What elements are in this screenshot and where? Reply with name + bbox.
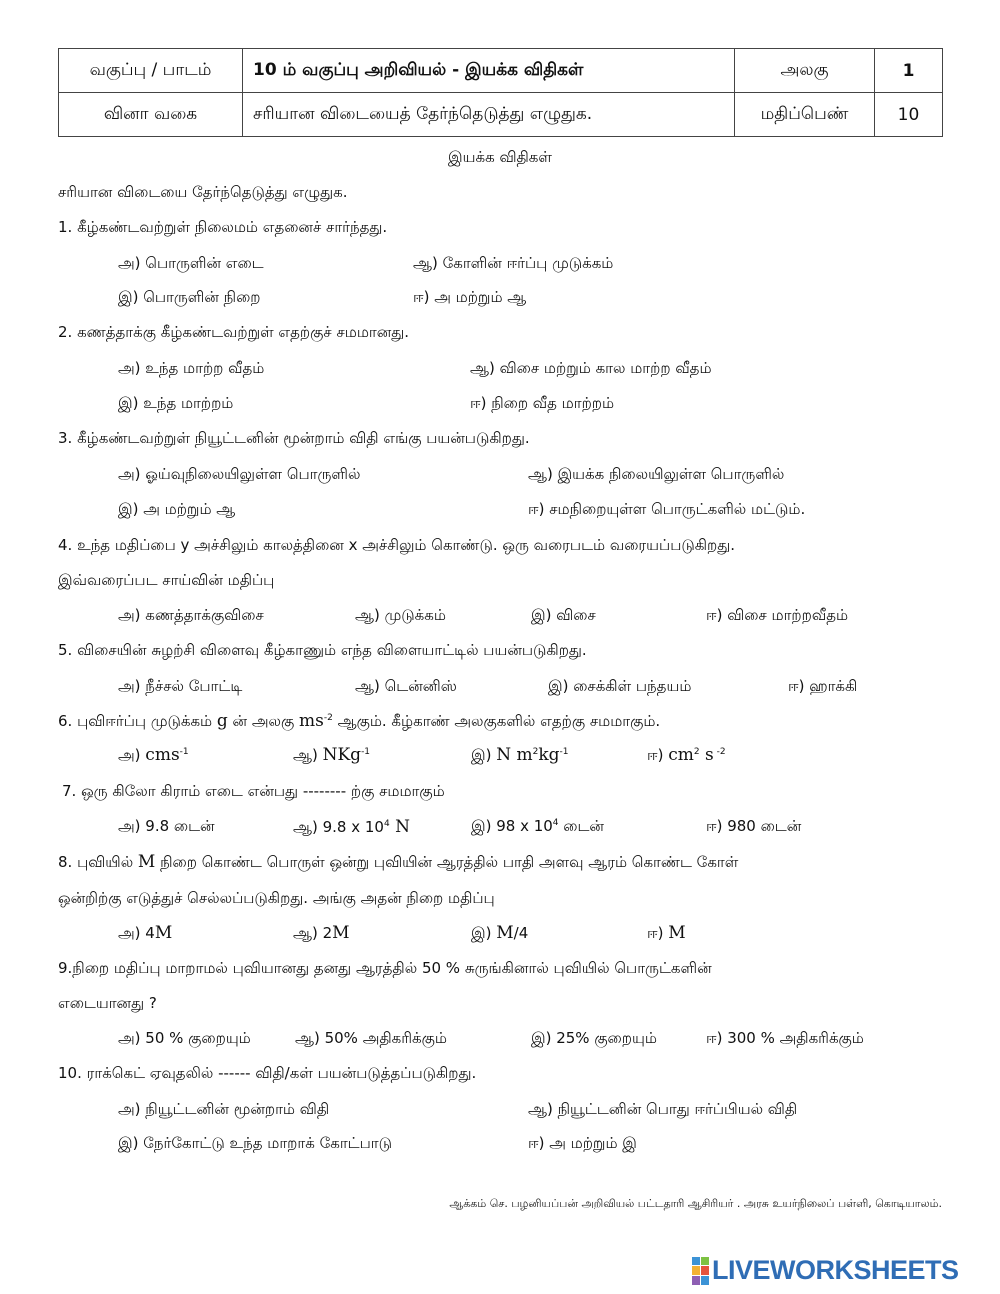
question-7-option-b[interactable] bbox=[293, 817, 410, 838]
option-prefix: ஈ) bbox=[647, 924, 669, 942]
instruction-text: சரியான விடையை தேர்ந்தெடுத்து எழுதுக. bbox=[58, 183, 348, 201]
question-5-option-a[interactable]: அ) நீச்சல் போட்டி bbox=[118, 677, 243, 695]
question-type-value: சரியான விடையைத் தேர்ந்தெடுத்து எழுதுக. bbox=[243, 93, 735, 137]
mass-symbol: M bbox=[137, 852, 156, 872]
option-prefix: அ) 4 bbox=[118, 924, 155, 942]
question-10-option-a[interactable]: அ) நியூட்டனின் மூன்றாம் விதி bbox=[118, 1100, 330, 1118]
option-prefix: ஆ) 2 bbox=[293, 924, 333, 942]
question-2-option-d[interactable]: ஈ) நிறை வீத மாற்றம் bbox=[470, 394, 615, 412]
question-8-text-part: 8. புவியில் bbox=[58, 853, 138, 871]
question-8-option-d[interactable] bbox=[647, 923, 686, 944]
worksheet-title: இயக்க விதிகள் bbox=[448, 148, 552, 166]
question-8-text-continued: ஒன்றிற்கு எடுத்துச் செல்லப்படுகிறது. அங்கு அதன் நிறை மதிப்பு bbox=[58, 889, 495, 907]
question-type-label: வினா வகை bbox=[59, 93, 243, 137]
question-7-option-a[interactable] bbox=[118, 817, 215, 837]
question-1-option-d[interactable]: ஈ) அ மற்றும் ஆ bbox=[413, 288, 527, 306]
option-prefix: ஆ) bbox=[293, 746, 323, 764]
question-6-option-c[interactable] bbox=[471, 745, 569, 766]
option-prefix: அ) 9.8 டைன் bbox=[118, 817, 215, 835]
question-8-text-part: நிறை கொண்ட பொருள் ஒன்று புவியின் ஆரத்தில் பாதி அளவு ஆரம் கொண்ட கோள் bbox=[155, 853, 739, 871]
question-4-option-b[interactable]: ஆ) முடுக்கம் bbox=[355, 606, 446, 624]
marks-value: 10 bbox=[875, 93, 943, 137]
question-2-option-b[interactable]: ஆ) விசை மற்றும் கால மாற்ற வீதம் bbox=[470, 359, 712, 377]
question-4-option-a[interactable]: அ) கணத்தாக்குவிசை bbox=[118, 606, 264, 624]
question-9-option-d[interactable]: ஈ) 300 % அதிகரிக்கும் bbox=[706, 1029, 864, 1047]
option-exponent: 4 bbox=[552, 818, 559, 828]
option-unit: cms bbox=[145, 745, 180, 765]
option-prefix: இ) bbox=[471, 924, 497, 942]
question-3-option-d[interactable]: ஈ) சமநிறையுள்ள பொருட்களில் மட்டும். bbox=[528, 500, 806, 518]
liveworksheets-logo-icon bbox=[692, 1257, 708, 1283]
option-unit: N bbox=[389, 817, 410, 837]
question-5-text: 5. விசையின் சுழற்சி விளைவு கீழ்காணும் எந்த விளையாட்டில் பயன்படுகிறது. bbox=[58, 641, 587, 659]
question-4-text-continued: இவ்வரைப்பட சாய்வின் மதிப்பு bbox=[58, 571, 275, 589]
question-4-option-d[interactable]: ஈ) விசை மாற்றவீதம் bbox=[706, 606, 849, 624]
question-3-option-c[interactable]: இ) அ மற்றும் ஆ bbox=[118, 500, 236, 518]
question-9-option-a[interactable]: அ) 50 % குறையும் bbox=[118, 1029, 251, 1047]
question-9-option-b[interactable]: ஆ) 50% அதிகரிக்கும் bbox=[295, 1029, 447, 1047]
liveworksheets-logo bbox=[692, 1255, 959, 1285]
question-6-option-b[interactable] bbox=[293, 745, 370, 766]
option-prefix: ஆ) 9.8 x 10 bbox=[293, 818, 384, 836]
question-9-text-continued: எடையானது ? bbox=[58, 994, 157, 1012]
option-unit: N m bbox=[496, 745, 533, 765]
option-suffix: /4 bbox=[513, 924, 529, 942]
class-subject-label: வகுப்பு / பாடம் bbox=[59, 49, 243, 93]
question-6-text-part: ன் அலகு bbox=[227, 712, 299, 730]
option-unit: M bbox=[496, 923, 514, 943]
brand-name: LIVEWORKSHEETS bbox=[712, 1254, 959, 1285]
question-3-option-b[interactable]: ஆ) இயக்க நிலையிலுள்ள பொருளில் bbox=[528, 465, 785, 483]
option-unit: cm bbox=[668, 745, 694, 765]
subject-value: 10 ம் வகுப்பு அறிவியல் - இயக்க விதிகள் bbox=[243, 49, 735, 93]
question-10-option-c[interactable]: இ) நேர்கோட்டு உந்த மாறாக் கோட்பாடு bbox=[118, 1134, 392, 1152]
question-7-option-d[interactable] bbox=[706, 817, 801, 837]
question-5-option-c[interactable]: இ) சைக்கிள் பந்தயம் bbox=[548, 677, 692, 695]
option-unit: M bbox=[154, 923, 173, 943]
question-2-text: 2. கணத்தாக்கு கீழ்கண்டவற்றுள் எதற்குச் சமமானது. bbox=[58, 323, 410, 341]
question-8-option-a[interactable] bbox=[118, 923, 172, 944]
option-prefix: ஈ) 980 டைன் bbox=[706, 817, 802, 835]
option-unit: s bbox=[699, 745, 714, 765]
question-8-option-b[interactable] bbox=[293, 923, 350, 944]
question-9-text: 9.நிறை மதிப்பு மாறாமல் புவியானது தனது ஆரத்தில் 50 % சுருங்கினால் புவியில் பொருட்களின் bbox=[58, 959, 712, 977]
question-9-option-c[interactable]: இ) 25% குறையும் bbox=[531, 1029, 657, 1047]
question-10-option-b[interactable]: ஆ) நியூட்டனின் பொது ஈர்ப்பியல் விதி bbox=[528, 1100, 798, 1118]
question-7-option-c[interactable] bbox=[471, 817, 604, 837]
option-unit: kg bbox=[538, 745, 560, 765]
question-8-option-c[interactable] bbox=[471, 923, 528, 944]
option-exponent: 4 bbox=[383, 819, 390, 829]
option-prefix: அ) bbox=[118, 746, 146, 764]
option-exponent: -1 bbox=[179, 747, 189, 757]
question-4-text: 4. உந்த மதிப்பை y அச்சிலும் காலத்தினை x அச்சிலும் கொண்டு. ஒரு வரைபடம் வரையப்படுகிறது. bbox=[58, 536, 736, 554]
question-5-option-d[interactable]: ஈ) ஹாக்கி bbox=[788, 677, 858, 695]
unit-label: அலகு bbox=[735, 49, 875, 93]
option-exponent: 2 bbox=[532, 747, 539, 757]
option-unit: NKg bbox=[322, 745, 362, 765]
question-1-option-b[interactable]: ஆ) கோளின் ஈர்ப்பு முடுக்கம் bbox=[413, 254, 614, 272]
question-6-text bbox=[58, 711, 660, 732]
author-credit: ஆக்கம் செ. பழனியப்பன் அறிவியல் பட்டதாரி ஆசிரியர் . அரசு உயர்நிலைப் பள்ளி, கொடியாலம். bbox=[449, 1197, 942, 1210]
option-prefix: இ) bbox=[471, 746, 497, 764]
option-exponent: -1 bbox=[361, 747, 371, 757]
option-exponent: -2 bbox=[713, 747, 726, 757]
question-2-option-a[interactable]: அ) உந்த மாற்ற வீதம் bbox=[118, 359, 265, 377]
header-table bbox=[58, 48, 943, 137]
question-7-text: 7. ஒரு கிலோ கிராம் எடை என்பது -------- ற்கு சமமாகும் bbox=[62, 782, 445, 800]
option-exponent: -1 bbox=[559, 747, 569, 757]
option-unit: டைன் bbox=[558, 817, 604, 835]
question-6-option-d[interactable] bbox=[647, 745, 726, 766]
question-5-option-b[interactable]: ஆ) டென்னிஸ் bbox=[355, 677, 457, 695]
question-1-text: 1. கீழ்கண்டவற்றுள் நிலைமம் எதனைச் சார்ந்தது. bbox=[58, 218, 388, 236]
option-exponent: 2 bbox=[693, 747, 700, 757]
question-1-option-a[interactable]: அ) பொருளின் எடை bbox=[118, 254, 264, 272]
question-3-text: 3. கீழ்கண்டவற்றுள் நியூட்டனின் மூன்றாம் விதி எங்கு பயன்படுகிறது. bbox=[58, 429, 530, 447]
unit-exponent: -2 bbox=[323, 713, 333, 723]
header-row-subject bbox=[59, 49, 943, 93]
question-6-text-part: 6. புவிஈர்ப்பு முடுக்கம் bbox=[58, 712, 217, 730]
question-10-text: 10. ராக்கெட் ஏவுதலில் ------ விதி/கள் பயன்படுத்தப்படுகிறது. bbox=[58, 1064, 477, 1082]
question-6-text-part: ஆகும். கீழ்காண் அலகுகளில் எதற்கு சமமாகும். bbox=[332, 712, 661, 730]
unit-value: 1 bbox=[875, 49, 943, 93]
option-prefix: இ) 98 x 10 bbox=[471, 817, 553, 835]
option-unit: M bbox=[332, 923, 350, 943]
question-2-option-c[interactable]: இ) உந்த மாற்றம் bbox=[118, 394, 234, 412]
option-unit: M bbox=[668, 923, 686, 943]
question-6-option-a[interactable] bbox=[118, 745, 189, 766]
question-10-option-d[interactable]: ஈ) அ மற்றும் இ bbox=[528, 1134, 637, 1152]
marks-label: மதிப்பெண் bbox=[735, 93, 875, 137]
option-prefix: ஈ) bbox=[647, 746, 669, 764]
question-8-text bbox=[58, 852, 738, 873]
question-1-option-c[interactable]: இ) பொருளின் நிறை bbox=[118, 288, 261, 306]
question-3-option-a[interactable]: அ) ஓய்வுநிலையிலுள்ள பொருளில் bbox=[118, 465, 361, 483]
unit-symbol: ms bbox=[299, 711, 324, 731]
gravity-symbol: g bbox=[216, 711, 228, 731]
header-row-type bbox=[59, 93, 943, 137]
question-4-option-c[interactable]: இ) விசை bbox=[531, 606, 596, 624]
